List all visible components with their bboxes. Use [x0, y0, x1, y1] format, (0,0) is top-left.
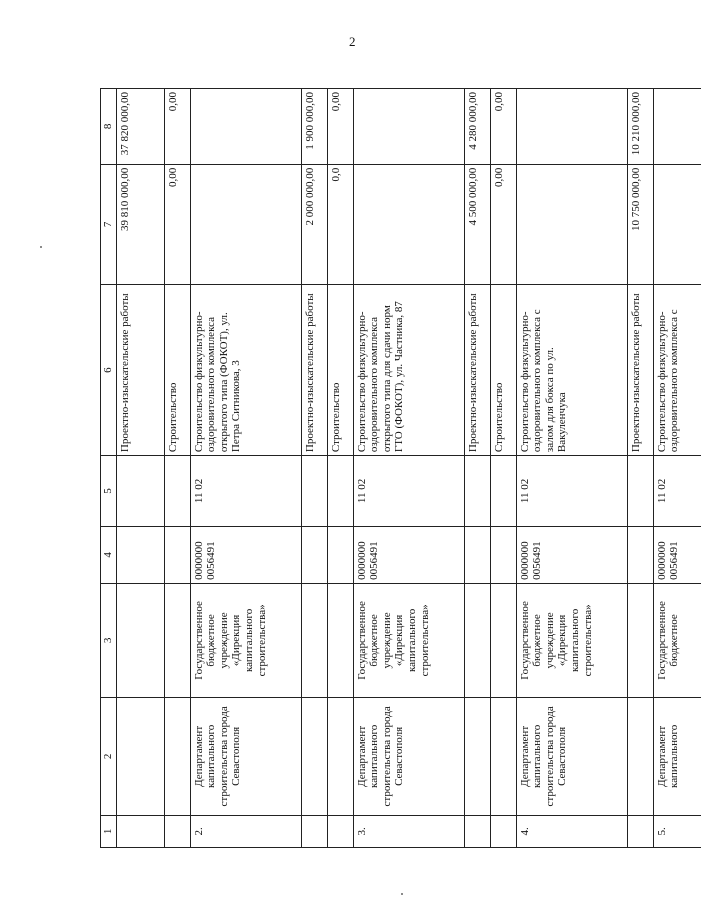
table-row [653, 89, 701, 848]
page-number: 2 [349, 34, 356, 49]
cell-code [490, 526, 516, 583]
column-number-7: 7 [101, 164, 117, 284]
cell-org: Департамент капитального строительства города Севастополя [516, 697, 627, 815]
cell-no [301, 815, 327, 847]
cell-desc: Строительство физкультурно-оздоровительного комплекса с залом для бокса по ул. Вакуленчука [516, 284, 627, 455]
cell-code: 0000000 0056491 [353, 526, 464, 583]
cell-v7: 4 500 000,00 [464, 164, 490, 284]
cell-v7: 10 750 000,00 [627, 164, 653, 284]
column-number-6: 6 [101, 284, 117, 455]
cell-v8 [190, 89, 301, 165]
cell-desc: Проектно-изыскательские работы [464, 284, 490, 455]
header-row [101, 89, 117, 848]
cell-v8 [653, 89, 701, 165]
cell-v7 [190, 164, 301, 284]
cell-inst [164, 583, 190, 697]
cell-v7: 0,00 [490, 164, 516, 284]
table-row [116, 89, 164, 848]
cell-inst [327, 583, 353, 697]
cell-desc: Проектно-изыскательские работы [116, 284, 164, 455]
cell-no [464, 815, 490, 847]
cell-v8: 4 280 000,00 [464, 89, 490, 165]
cell-sect [164, 456, 190, 527]
cell-no [490, 815, 516, 847]
cell-sect [327, 456, 353, 527]
table-row [164, 89, 190, 848]
cell-sect: 11 02 [353, 456, 464, 527]
cell-code [464, 526, 490, 583]
table-body [101, 89, 701, 848]
cell-v7 [516, 164, 627, 284]
cell-inst [116, 583, 164, 697]
cell-desc: Строительство физкультурно-оздоровительного комплекса открытого типа для сдачи норм ГТО (ФОКОТ), ул. Частника, 87 [353, 284, 464, 455]
cell-desc: Строительство [327, 284, 353, 455]
cell-code [164, 526, 190, 583]
cell-code [301, 526, 327, 583]
cell-sect [116, 456, 164, 527]
scan-speck [401, 893, 403, 895]
cell-code: 0000000 0056491 [653, 526, 701, 583]
cell-v8 [516, 89, 627, 165]
cell-sect: 11 02 [190, 456, 301, 527]
cell-inst: Государственное бюджетное учреждение «Дирекция капитального строительства» [190, 583, 301, 697]
cell-no [627, 815, 653, 847]
cell-v8: 0,00 [327, 89, 353, 165]
cell-desc: Строительство физкультурно-оздоровительного комплекса с [653, 284, 701, 455]
cell-sect [490, 456, 516, 527]
cell-v7: 0,0 [327, 164, 353, 284]
cell-v7: 2 000 000,00 [301, 164, 327, 284]
cell-desc: Строительство [164, 284, 190, 455]
cell-v7 [353, 164, 464, 284]
cell-sect [464, 456, 490, 527]
cell-code [327, 526, 353, 583]
cell-sect: 11 02 [516, 456, 627, 527]
cell-desc: Строительство [490, 284, 516, 455]
cell-v8 [353, 89, 464, 165]
table-row [490, 89, 516, 848]
cell-org [301, 697, 327, 815]
cell-desc: Проектно-изыскательские работы [627, 284, 653, 455]
cell-no: 3. [353, 815, 464, 847]
cell-org [327, 697, 353, 815]
cell-v7: 39 810 000,00 [116, 164, 164, 284]
cell-no: 5. [653, 815, 701, 847]
rotated-table-frame [100, 88, 681, 848]
cell-code [116, 526, 164, 583]
cell-desc: Проектно-изыскательские работы [301, 284, 327, 455]
cell-org: Департамент капитального строительства города Севастополя [353, 697, 464, 815]
cell-v7: 0,00 [164, 164, 190, 284]
cell-code: 0000000 0056491 [190, 526, 301, 583]
table-row [464, 89, 490, 848]
cell-org [464, 697, 490, 815]
table-row [327, 89, 353, 848]
cell-sect [301, 456, 327, 527]
cell-inst [464, 583, 490, 697]
cell-org [116, 697, 164, 815]
scan-speck [40, 246, 42, 248]
cell-no [164, 815, 190, 847]
cell-v8: 37 820 000,00 [116, 89, 164, 165]
table-row [353, 89, 464, 848]
table-row [516, 89, 627, 848]
cell-no [327, 815, 353, 847]
table-row [301, 89, 327, 848]
cell-v7 [653, 164, 701, 284]
cell-v8: 1 900 000,00 [301, 89, 327, 165]
column-number-8: 8 [101, 89, 117, 165]
cell-org: Департамент капитального строительства города Севастополя [190, 697, 301, 815]
column-number-4: 4 [101, 526, 117, 583]
budget-table [100, 88, 701, 848]
cell-inst [490, 583, 516, 697]
cell-inst [627, 583, 653, 697]
cell-sect [627, 456, 653, 527]
column-number-3: 3 [101, 583, 117, 697]
cell-inst: Государственное бюджетное учреждение «Дирекция капитального строительства» [516, 583, 627, 697]
cell-sect: 11 02 [653, 456, 701, 527]
cell-inst [301, 583, 327, 697]
rotated-table-region [100, 88, 681, 848]
cell-org: Департамент капитального [653, 697, 701, 815]
cell-no: 4. [516, 815, 627, 847]
table-row [190, 89, 301, 848]
cell-v8: 0,00 [164, 89, 190, 165]
cell-org [627, 697, 653, 815]
cell-no: 2. [190, 815, 301, 847]
cell-code [627, 526, 653, 583]
cell-inst: Государственное бюджетное учреждение «Дирекция капитального строительства» [353, 583, 464, 697]
cell-v8: 0,00 [490, 89, 516, 165]
cell-v8: 10 210 000,00 [627, 89, 653, 165]
cell-org [164, 697, 190, 815]
cell-inst: Государственное бюджетное [653, 583, 701, 697]
cell-desc: Строительство физкультурно-оздоровительного комплекса открытого типа (ФОКОТ), ул. Петра Ситникова, 3 [190, 284, 301, 455]
column-number-2: 2 [101, 697, 117, 815]
column-number-1: 1 [101, 815, 117, 847]
column-number-5: 5 [101, 456, 117, 527]
cell-no [116, 815, 164, 847]
cell-code: 0000000 0056491 [516, 526, 627, 583]
cell-org [490, 697, 516, 815]
table-row [627, 89, 653, 848]
